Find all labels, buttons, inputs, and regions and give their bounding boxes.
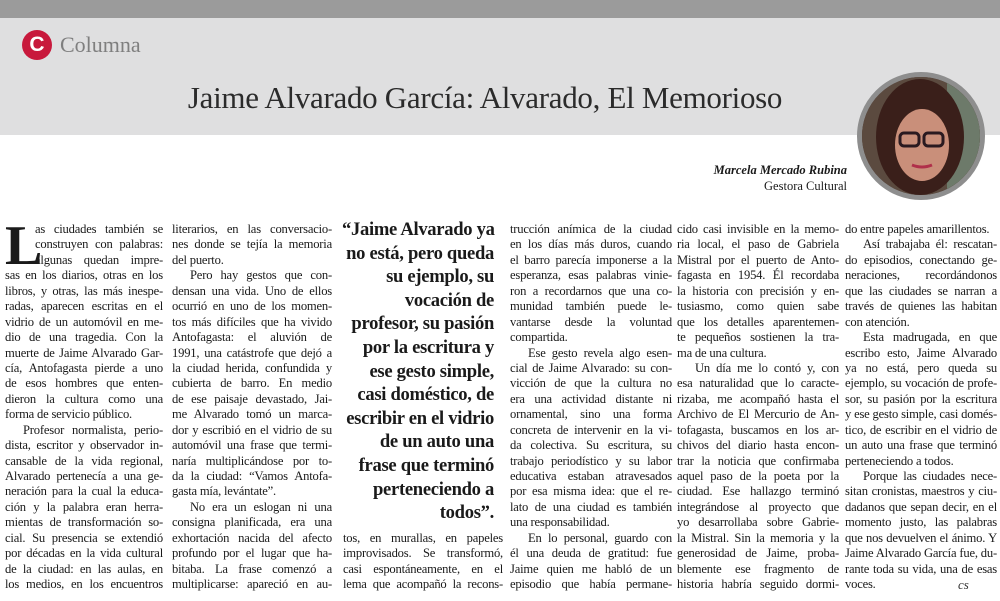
text-line: ciudad. Ese hallazgo terminó — [677, 484, 839, 499]
text-line: blemente ese fragmento de — [677, 561, 839, 576]
text-line: generosidad de Jaime, proba- — [677, 546, 839, 561]
text-line: Ese gesto revela algo esen- — [528, 345, 672, 360]
text-line: casi espontáneamente, en el — [343, 561, 503, 576]
text-line: construyen con palabras: — [35, 237, 163, 252]
text-column-1 — [5, 215, 163, 593]
text-line: ornamental, sino una forma — [510, 407, 672, 422]
text-line: sas en los diarios, otras en los — [5, 268, 163, 283]
text-line: Pero hay gestos que con- — [190, 268, 332, 283]
text-line: munidad también puede le- — [510, 299, 672, 314]
pull-quote-line: escribir en el vidrio — [346, 407, 494, 429]
text-line: trucción anímica de la ciudad — [510, 222, 672, 236]
text-line: te pequeños sostienen la tra- — [677, 330, 839, 345]
text-line: No era un eslogan ni una — [190, 499, 332, 514]
text-column-5 — [677, 222, 839, 593]
text-line: chivos del diario hasta encon- — [677, 438, 839, 453]
text-line: escribo esto, Jaime Alvarado — [845, 345, 997, 360]
text-line: as ciudades también se — [35, 222, 163, 236]
text-line: ron a recordarnos que una co- — [510, 283, 672, 298]
text-line: historia habría seguido dormi- — [677, 577, 839, 592]
text-line: educativa estaban atravesados — [510, 469, 672, 483]
text-line: forma de servicio público. — [5, 407, 132, 422]
text-line: cido casi invisible en la memo- — [677, 222, 839, 236]
text-line: ria local, el paso de Gabriela — [677, 237, 839, 252]
text-line: de ese paisaje devastado, Jai- — [172, 391, 332, 406]
text-line: por esa misma idea: que el re- — [510, 484, 672, 499]
text-line: libros, y otras, las más inespe- — [5, 283, 163, 298]
pull-quote-line: ese gesto simple, — [369, 360, 494, 382]
text-line: sitan cronistas, maestros y ciu- — [845, 484, 997, 499]
text-line: compartida. — [510, 330, 568, 345]
text-line: Antofagasta: el aluvión de — [172, 330, 332, 345]
pull-quote-line: profesor, su pasión — [351, 313, 494, 335]
text-line: que nos devuelven el ánimo. Y — [845, 530, 997, 545]
text-line: episodio que había permane- — [510, 577, 672, 592]
text-line: bitaba. La frase comenzó a — [172, 561, 332, 576]
article-title: Jaime Alvarado García: Alvarado, El Memorioso — [187, 80, 783, 115]
pull-quote-line: su ejemplo, su — [386, 266, 494, 288]
text-line: los medios, en los encuentros — [5, 577, 163, 592]
pull-quote-line: perteneciendo a — [373, 478, 494, 500]
text-line: literarios, en las conversacio- — [172, 222, 332, 236]
text-line: perteneciendo a todos. — [845, 453, 954, 468]
text-line: Porque las ciudades nece- — [863, 469, 997, 483]
text-line: con atención. — [845, 314, 910, 329]
pull-quote-line: no está, pero queda — [346, 242, 494, 264]
text-line: voces. — [845, 577, 876, 592]
text-line: cubierta de barro. En medio — [172, 376, 332, 391]
text-line: él una deuda de gratitud: fue — [510, 546, 672, 561]
text-line: Esta madrugada, en que — [863, 330, 997, 345]
text-line: la ciudad herida, confundida y — [172, 360, 332, 375]
text-line: dista, escritor y observador in- — [5, 438, 163, 453]
text-line: dio de una tragedia. Con la — [5, 330, 163, 345]
text-line: lato de una ciudad es también — [510, 499, 672, 514]
text-line: través de quienes las habitan — [845, 299, 997, 314]
text-line: mientas de transformación so- — [5, 515, 163, 530]
pull-quote-line: casi doméstico, de — [357, 384, 494, 406]
text-line: momento justo, las palabras — [845, 515, 997, 530]
text-line: cansable de la vida regional, — [5, 453, 163, 468]
text-line: aquel paso de la poeta por la — [677, 469, 839, 483]
author-name: Marcela Mercado Rubina — [713, 163, 847, 177]
text-line: tos, en murallas, en papeles — [343, 531, 503, 545]
text-line: la Mistral. Sin la memoria y la — [677, 530, 839, 545]
text-line: algunas quedan impre- — [35, 252, 163, 267]
text-line: esa naturalidad que lo caracte- — [677, 376, 839, 391]
text-line: trar la noticia que confirmaba — [677, 453, 839, 468]
text-line: por décadas en la vida cultural — [5, 546, 163, 561]
text-line: en los días más duros, cuando — [510, 237, 672, 252]
text-line: que las ciudades se narran a — [845, 283, 997, 298]
pull-quote-line: por la escritura y — [362, 336, 494, 358]
author-photo — [857, 72, 985, 200]
text-line: automóvil una frase que termi- — [172, 438, 332, 453]
text-line: consigna planificada, era una — [172, 515, 332, 530]
text-line: trabajo periodístico y su labor — [510, 453, 672, 468]
text-line: exhortación nacida del afecto — [172, 530, 332, 545]
text-column-3 — [343, 531, 503, 593]
text-line: Jaime Alvarado García fue, du- — [845, 546, 997, 561]
text-line: rante toda su vida, una de esas — [845, 561, 997, 576]
text-line: da colectiva. Su escritura, su — [510, 438, 672, 453]
text-line: cía, Antofagasta pierde a uno — [5, 360, 163, 375]
text-line: del puerto. — [172, 252, 224, 267]
text-line: neración para la cual la educa- — [5, 484, 163, 499]
text-line: Un día me lo contó y, con — [695, 360, 839, 375]
text-line: vidrio de un automóvil en me- — [5, 314, 163, 329]
text-line: nes donde se tejía la memoria — [172, 237, 332, 252]
text-line: radas, aparecen escritas en el — [5, 299, 163, 314]
text-line: Jaime quien me habló de un — [510, 561, 672, 576]
text-line: dieron la cultura como una — [5, 391, 163, 406]
text-line: do entre papeles amarillentos. — [845, 222, 990, 236]
text-line: Así trabajaba él: rescatan- — [863, 237, 997, 252]
text-line: Archivo de El Mercurio de An- — [677, 407, 839, 422]
text-column-6 — [845, 222, 997, 593]
text-line: tico, de escribir en el vidrio de — [845, 422, 997, 437]
text-line: tofagasta, buscamos en los ar- — [677, 422, 839, 437]
pull-quote-line: todos”. — [439, 502, 494, 524]
section-header — [22, 30, 141, 60]
text-line: yo desarrollaba sobre Gabrie- — [677, 515, 839, 530]
pull-quote-line: de un auto una — [379, 431, 494, 453]
text-line: dor y escribió en el vidrio de su — [172, 422, 332, 437]
text-line: Profesor normalista, perio- — [23, 422, 163, 437]
text-line: que los detalles aparentemen- — [677, 314, 839, 329]
text-line: Alvarado pertenecía a una ge- — [5, 469, 163, 483]
text-line: de la ciudad: en las aulas, en — [5, 561, 163, 576]
text-line: me Alvarado tomó un marca- — [172, 407, 332, 422]
text-line: neraciones, recordándonos — [845, 268, 997, 283]
text-line: integrándose al proyecto que — [677, 499, 839, 514]
text-line: la historia con precisión y en- — [677, 283, 839, 298]
text-line: de esos hombres que enten- — [5, 376, 163, 391]
text-line: multiplicarse: apareció en au- — [172, 577, 332, 592]
pull-quote-line: “Jaime Alvarado ya — [342, 219, 495, 240]
columna-logo-icon: C — [22, 30, 52, 60]
text-line: ejemplo, su vocación de profe- — [845, 376, 997, 391]
text-line: concreta de intervenir en la vi- — [510, 422, 672, 437]
drop-cap: L — [5, 215, 43, 277]
text-line: da la ciudad: “Vamos Antofa- — [172, 469, 332, 483]
text-line: ocurrió en uno de los momen- — [172, 299, 332, 314]
text-line: era una actividad distante ni — [510, 391, 672, 406]
text-line: densan una vida. Uno de ellos — [172, 283, 332, 298]
text-line: naría multiplicándose por to- — [172, 453, 332, 468]
text-line: Mistral por el puerto de Anto- — [677, 252, 839, 267]
section-label: Columna — [60, 32, 141, 57]
text-line: profundo por el lugar que ha- — [172, 546, 332, 561]
text-line: rizaba, me acompañó hasta el — [677, 391, 839, 406]
text-line: ya no está, pero queda su — [845, 360, 997, 375]
text-line: vantarse desde la voluntad — [510, 314, 672, 329]
pull-quote — [342, 218, 494, 525]
text-line: gasta mía, levántate”. — [172, 484, 276, 499]
text-line: cial de Jaime Alvarado: su con- — [510, 360, 672, 375]
header-band — [0, 18, 1000, 135]
top-bar — [0, 0, 1000, 18]
text-line: 1991, una catástrofe que dejó a — [172, 345, 332, 360]
author-role: Gestora Cultural — [764, 179, 847, 193]
text-line: esperanza, esas palabras vinie- — [510, 268, 672, 283]
text-column-2 — [172, 222, 332, 593]
text-line: En lo personal, guardo con — [528, 530, 672, 545]
text-line: y ese gesto simple, casi domés- — [845, 407, 997, 422]
text-line: fagasta en 1954. Él recordaba — [677, 268, 839, 283]
text-line: el barro parecía imponerse a la — [510, 252, 672, 267]
text-line: vicción de que la cultura no — [510, 376, 672, 391]
text-line: improvisados. Se transformó, — [343, 546, 503, 561]
text-line: tusiasmo, como quien sabe — [677, 299, 839, 314]
pull-quote-line: vocación de — [404, 289, 494, 311]
text-column-4 — [510, 222, 672, 593]
text-line: cial. Su presencia se extendió — [5, 530, 163, 545]
text-line: tos más difíciles que ha vivido — [172, 314, 332, 329]
text-line: ma de una cultura. — [677, 345, 767, 360]
text-line: do episodios, conectando ge- — [845, 252, 997, 267]
text-line: sor, su pasión por la escritura — [845, 391, 997, 406]
text-line: una responsabilidad. — [510, 515, 610, 530]
end-mark-icon: cs — [958, 577, 969, 592]
text-line: muerte de Jaime Alvarado Gar- — [5, 345, 163, 360]
text-line: ción y la palabra eran herra- — [5, 499, 163, 514]
text-line: lema que acompañó la recons- — [343, 577, 503, 592]
text-line: dadanos que sepan decir, en el — [845, 499, 997, 514]
byline — [714, 162, 847, 194]
text-line: un auto una frase que terminó — [845, 438, 997, 453]
pull-quote-line: frase que terminó — [358, 454, 494, 476]
